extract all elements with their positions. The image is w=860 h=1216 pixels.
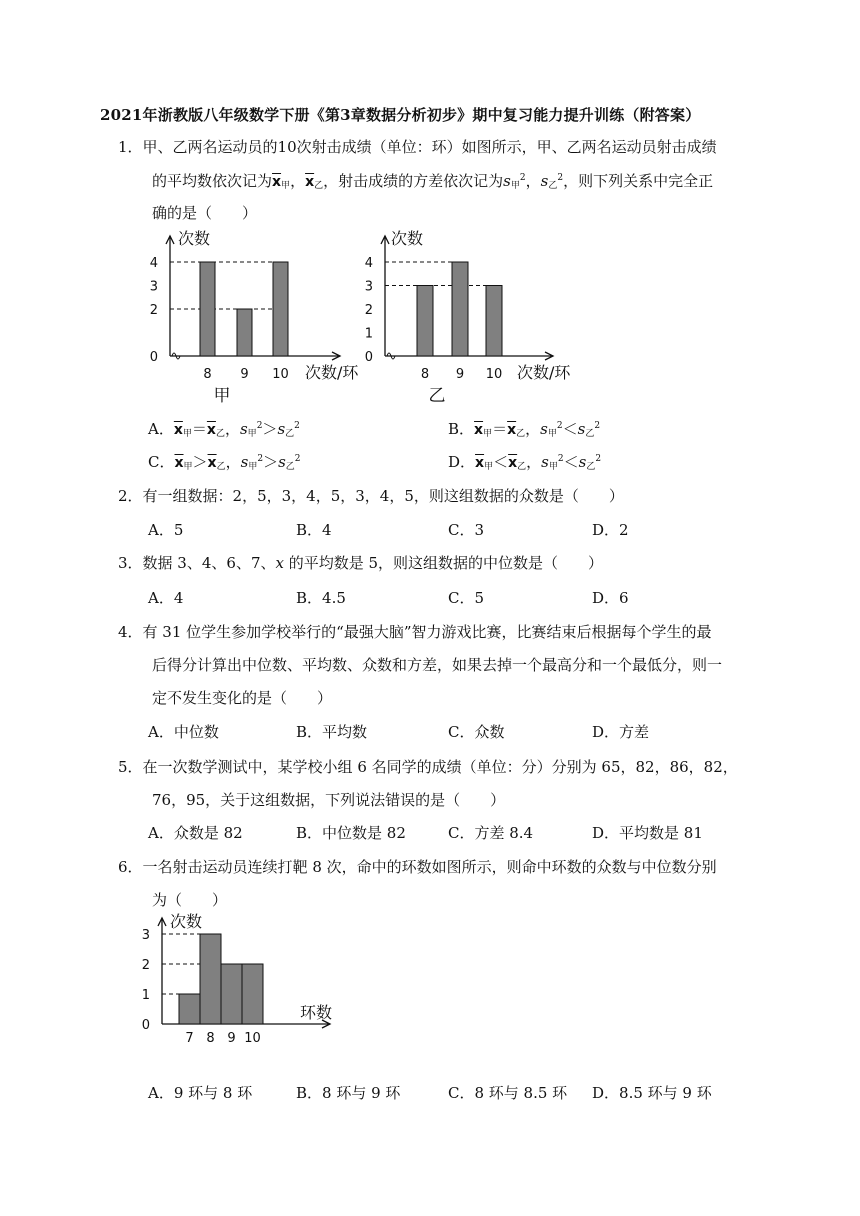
q4-option-c[interactable]: C．众数 (448, 723, 505, 741)
x-bar: $\overline{x}$ (207, 455, 217, 471)
x-tick-label: 9 (227, 1031, 236, 1046)
comma: ， (525, 420, 541, 438)
x-bar: $\overline{x}$ (272, 174, 282, 190)
x-axis-label: 次数/环 (517, 363, 571, 382)
q3-option-d[interactable]: D．6 (592, 589, 629, 607)
y-tick-label: 3 (364, 279, 373, 295)
q5-option-b[interactable]: B．中位数是 82 (296, 824, 406, 842)
y-tick-label: 4 (149, 256, 158, 271)
squared: 2 (594, 421, 601, 431)
sub-yi: 乙 (314, 181, 324, 191)
sub-jia: 甲 (547, 429, 557, 439)
y-tick-label: 2 (149, 303, 158, 318)
s-var: s (578, 453, 587, 471)
x-bar: $\overline{x}$ (174, 455, 184, 471)
q6-line1: 6．一名射击运动员连续打靶 8 次，命中的环数如图所示，则命中环数的众数与中位数分别 (118, 858, 717, 876)
q6-option-d[interactable]: D．8.5 环与 9 环 (592, 1084, 712, 1102)
y-tick-label: 1 (364, 326, 373, 342)
x-axis-label: 次数/环 (305, 363, 359, 382)
chart-yi (355, 228, 595, 408)
q5-option-d[interactable]: D．平均数是 81 (592, 824, 703, 842)
q4-line3: 定不发生变化的是（ ） (152, 689, 333, 707)
q4-option-b[interactable]: B．平均数 (296, 723, 368, 741)
squared: 2 (256, 421, 263, 431)
squared: 2 (595, 454, 602, 464)
q4-option-a[interactable]: A．中位数 (148, 723, 219, 741)
q3-option-b[interactable]: B．4.5 (296, 589, 346, 607)
q6-line2: 为（ ） (152, 891, 228, 909)
comma: ， (290, 172, 306, 190)
q1-option-a[interactable] (148, 418, 300, 439)
lt-sign: ＜ (563, 453, 579, 471)
sub-jia: 甲 (248, 462, 258, 472)
q1-option-b[interactable] (448, 418, 600, 439)
x-tick-label: 9 (240, 367, 249, 382)
x-bar: $\overline{x}$ (206, 422, 216, 438)
y-tick-label: 2 (364, 303, 373, 318)
q1-line2-text-a: 的平均数依次记为 (152, 172, 273, 190)
bar (486, 286, 502, 357)
chart-jia-group (150, 229, 360, 406)
s-var: s (540, 420, 548, 438)
q2-option-c[interactable]: C．3 (448, 521, 485, 539)
squared: 2 (557, 173, 564, 183)
page-title: 2021年浙教版八年级数学下册《第3章数据分析初步》期中复习能力提升训练（附答案） (100, 106, 701, 124)
q3-option-a[interactable]: A．4 (148, 589, 184, 607)
comma: ， (225, 453, 241, 471)
q6-option-c[interactable]: C．8 环与 8.5 环 (448, 1084, 568, 1102)
q2-option-b[interactable]: B．4 (296, 521, 332, 539)
s-var: s (577, 420, 586, 438)
sub-yi: 乙 (285, 462, 295, 472)
sub-jia: 甲 (182, 429, 192, 439)
q1-option-c[interactable] (148, 451, 301, 472)
q1-line2-text-c: ，则下列关系中完全正 (563, 172, 714, 190)
eq-sign: ＝ (492, 420, 508, 438)
y-tick-label: 3 (141, 928, 150, 943)
sub-yi: 乙 (285, 429, 295, 439)
q1-line2 (152, 170, 713, 191)
q3-stem (118, 552, 603, 573)
sub-jia: 甲 (247, 429, 257, 439)
bar (221, 964, 242, 1024)
bar (452, 262, 468, 356)
q5-line1: 5．在一次数学测试中，某学校小组 6 名同学的成绩（单位：分）分别为 65，82，86，82， (118, 758, 738, 776)
squared: 2 (294, 454, 301, 464)
chart-caption: 乙 (428, 386, 446, 406)
y-tick-label: 3 (149, 279, 158, 295)
q6-option-a[interactable]: A．9 环与 8 环 (148, 1084, 253, 1102)
gt-sign: ＞ (262, 420, 278, 438)
q2-option-d[interactable]: D．2 (592, 521, 629, 539)
chart-q6-group (142, 912, 332, 1046)
chart-q6 (140, 912, 360, 1052)
y-tick-label: 2 (141, 958, 150, 973)
sub-yi: 乙 (585, 429, 595, 439)
lt-sign: ＜ (493, 453, 509, 471)
bar (200, 934, 221, 1024)
q1-option-a-label: A． (148, 420, 174, 438)
q1-line3: 确的是（ ） (152, 204, 258, 222)
x-bar: $\overline{x}$ (508, 455, 518, 471)
q3-stem-b: 的平均数是 5，则这组数据的中位数是（ ） (283, 554, 604, 572)
x-bar: $\overline{x}$ (507, 422, 517, 438)
sub-jia: 甲 (281, 181, 291, 191)
x-tick-label: 10 (272, 367, 289, 382)
x-tick-label: 8 (420, 367, 430, 382)
sub-yi: 乙 (586, 462, 596, 472)
s-var: s (240, 453, 249, 471)
q3-option-c[interactable]: C．5 (448, 589, 485, 607)
sub-yi: 乙 (548, 181, 558, 191)
squared: 2 (557, 454, 564, 464)
x-tick-label: 8 (203, 367, 212, 382)
q6-option-b[interactable]: B．8 环与 9 环 (296, 1084, 401, 1102)
s-var: s (277, 420, 286, 438)
x-tick-label: 8 (206, 1031, 215, 1046)
bar (417, 286, 433, 357)
q2-stem: 2．有一组数据：2，5，3，4，5，3，4，5，则这组数据的众数是（ ） (118, 487, 624, 505)
q3-stem-a: 3．数据 3、4、6、7、 (118, 554, 276, 572)
chart-caption: 甲 (213, 386, 231, 406)
gt-sign: ＞ (263, 453, 279, 471)
s-var: s (278, 453, 286, 471)
sub-yi: 乙 (216, 462, 226, 472)
bar (242, 964, 263, 1024)
q4-line1: 4．有 31 位学生参加学校举行的“最强大脑”智力游戏比赛，比赛结束后根据每个学生的最 (118, 623, 712, 641)
x-tick-label: 9 (455, 367, 465, 382)
sub-jia: 甲 (510, 181, 520, 191)
y-tick-label: 1 (141, 988, 150, 1003)
sub-jia: 甲 (183, 462, 193, 472)
eq-sign: ＝ (191, 420, 207, 438)
bar (179, 994, 200, 1024)
x-bar: $\overline{x}$ (475, 455, 485, 471)
q1-option-c-label: C． (148, 453, 175, 471)
q1-option-d[interactable] (448, 451, 601, 472)
squared: 2 (556, 421, 563, 431)
y-axis-label: 次数 (170, 912, 203, 931)
x-axis-label: 环数 (300, 1003, 333, 1022)
y-tick-label: 0 (149, 350, 158, 365)
q4-line2: 后得分计算出中位数、平均数、众数和方差，如果去掉一个最高分和一个最低分，则一 (152, 656, 723, 674)
s-var: s (541, 453, 549, 471)
q5-option-c[interactable]: C．方差 8.4 (448, 824, 534, 842)
sub-yi: 乙 (516, 429, 526, 439)
comma: ， (526, 453, 542, 471)
y-tick-label: 0 (141, 1018, 150, 1033)
q3-var: x (275, 554, 284, 572)
comma: ， (525, 172, 541, 190)
s-var: s (503, 172, 511, 190)
y-axis-label: 次数 (178, 229, 211, 248)
chart-yi-group (365, 229, 572, 406)
q4-option-d[interactable]: D．方差 (592, 723, 650, 741)
y-tick-label: 0 (364, 350, 373, 365)
sub-yi: 乙 (517, 462, 527, 472)
y-tick-label: 4 (364, 256, 373, 271)
squared: 2 (519, 173, 526, 183)
lt-sign: ＜ (562, 420, 578, 438)
q1-line1: 1．甲、乙两名运动员的10次射击成绩（单位：环）如图所示，甲、乙两名运动员射击成绩 (118, 138, 717, 156)
x-bar: $\overline{x}$ (305, 174, 315, 190)
comma: ， (224, 420, 240, 438)
bar (237, 309, 252, 356)
q1-option-d-label: D． (448, 453, 476, 471)
sub-yi: 乙 (215, 429, 225, 439)
x-bar: $\overline{x}$ (474, 422, 484, 438)
q5-line2: 76，95，关于这组数据，下列说法错误的是（ ） (152, 791, 506, 809)
q5-option-a[interactable]: A．众数是 82 (148, 824, 243, 842)
q1-line2-text-b: ，射击成绩的方差依次记为 (323, 172, 504, 190)
s-var: s (540, 172, 549, 190)
x-tick-label: 10 (485, 367, 503, 382)
y-axis-label: 次数 (391, 229, 424, 248)
gt-sign: ＞ (192, 453, 208, 471)
s-var: s (239, 420, 248, 438)
sub-jia: 甲 (484, 462, 494, 472)
squared: 2 (294, 421, 300, 431)
bar (200, 262, 215, 356)
x-tick-label: 10 (244, 1031, 261, 1046)
q2-option-a[interactable]: A．5 (148, 521, 184, 539)
sub-jia: 甲 (483, 429, 493, 439)
x-tick-label: 7 (185, 1031, 194, 1046)
bar (273, 262, 288, 356)
squared: 2 (257, 454, 264, 464)
q1-option-b-label: B． (448, 420, 475, 438)
sub-jia: 甲 (548, 462, 558, 472)
x-bar: $\overline{x}$ (173, 422, 183, 438)
chart-jia (140, 228, 370, 408)
